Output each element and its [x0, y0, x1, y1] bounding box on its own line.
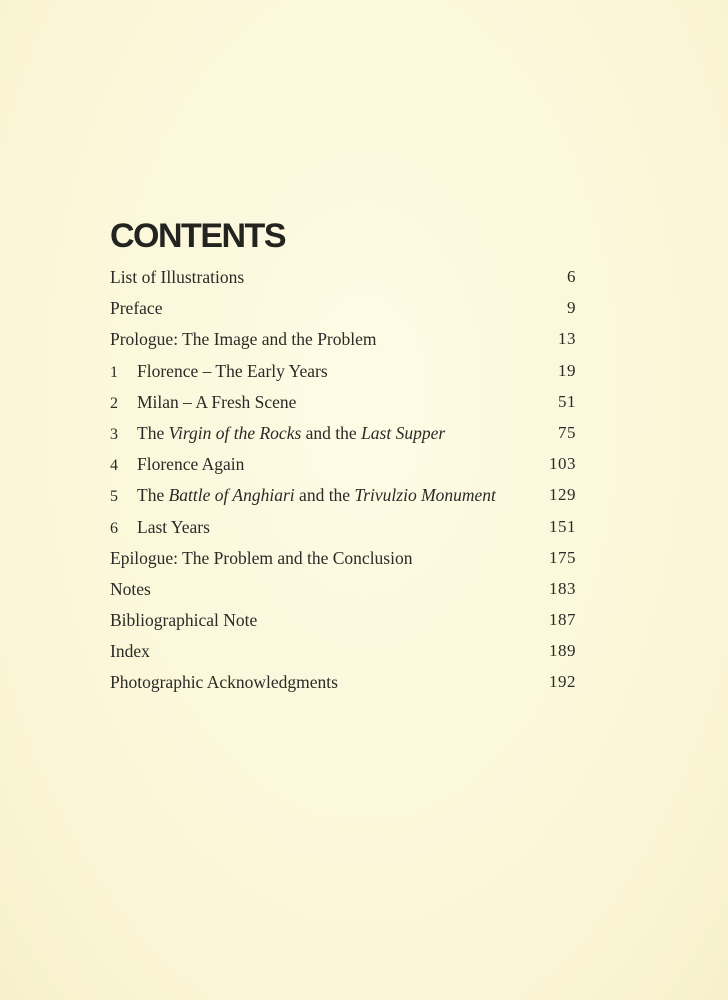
- toc-entry: [110, 668, 576, 699]
- page-number: 19: [558, 360, 576, 380]
- toc-entry: [110, 450, 576, 481]
- italic-title-fragment: Last Supper: [361, 422, 446, 443]
- title-fragment: Florence – The Early Years: [137, 360, 328, 381]
- entry-title: [110, 579, 151, 599]
- title-fragment: Preface: [110, 298, 163, 319]
- title-fragment: Epilogue: The Problem and the Conclusion: [110, 547, 413, 568]
- entry-title: [110, 298, 162, 318]
- toc-entry: [110, 513, 576, 544]
- page-number: 6: [567, 267, 576, 286]
- chapter-number: 1: [110, 363, 118, 381]
- page-number: 151: [549, 516, 576, 536]
- page-number: 189: [549, 641, 576, 661]
- title-fragment: and the: [294, 485, 355, 506]
- title-fragment: Last Years: [137, 516, 210, 537]
- title-fragment: Photographic Acknowledgments: [110, 672, 338, 693]
- page-number: 175: [549, 547, 576, 567]
- title-fragment: Bibliographical Note: [110, 610, 258, 631]
- page-number: 183: [549, 578, 576, 598]
- page-number: 187: [549, 610, 576, 630]
- page-number: 13: [558, 329, 576, 349]
- page-number: 129: [549, 485, 576, 505]
- toc-entry: [110, 294, 576, 325]
- title-fragment: Index: [110, 641, 150, 662]
- chapter-number: 3: [110, 425, 118, 443]
- chapter-number: 4: [110, 457, 118, 475]
- page-number: 51: [558, 391, 576, 411]
- chapter-number: 6: [110, 519, 118, 537]
- page-number: 9: [567, 298, 576, 318]
- entry-title: [137, 392, 296, 412]
- entry-title: [110, 267, 244, 287]
- italic-title-fragment: Trivulzio Monument: [354, 485, 496, 506]
- title-fragment: Milan – A Fresh Scene: [137, 391, 297, 412]
- toc-entry: [110, 325, 576, 356]
- page-number: 192: [549, 672, 576, 692]
- toc-entry: [110, 263, 576, 294]
- title-fragment: The: [137, 422, 169, 443]
- italic-title-fragment: Virgin of the Rocks: [168, 422, 302, 443]
- toc-entry: [110, 481, 576, 512]
- toc-entry: [110, 606, 576, 637]
- toc-entry: [110, 637, 576, 668]
- title-fragment: Prologue: The Image and the Problem: [110, 329, 377, 350]
- entry-title: [110, 329, 377, 349]
- title-fragment: Florence Again: [137, 454, 245, 475]
- entry-title: [137, 485, 496, 505]
- toc-entry: [110, 419, 576, 450]
- title-fragment: and the: [301, 422, 362, 443]
- title-fragment: List of Illustrations: [110, 267, 245, 287]
- chapter-number: 5: [110, 488, 118, 506]
- toc-entry: [110, 575, 576, 606]
- entry-title: [137, 454, 244, 474]
- title-fragment: The: [137, 485, 169, 506]
- entry-title: [137, 361, 328, 381]
- chapter-number: 2: [110, 394, 118, 412]
- table-of-contents: [110, 263, 576, 700]
- entry-title: [137, 517, 210, 537]
- toc-entry: [110, 544, 576, 575]
- contents-heading: CONTENTS: [110, 217, 285, 255]
- entry-title: [110, 672, 338, 692]
- title-fragment: Notes: [110, 578, 151, 599]
- italic-title-fragment: Battle of Anghiari: [168, 485, 295, 506]
- page-number: 103: [549, 454, 576, 474]
- toc-entry: [110, 357, 576, 388]
- entry-title: [110, 641, 150, 661]
- page-number: 75: [558, 422, 576, 442]
- entry-title: [137, 423, 445, 443]
- toc-entry: [110, 388, 576, 419]
- entry-title: [110, 610, 257, 630]
- entry-title: [110, 548, 412, 568]
